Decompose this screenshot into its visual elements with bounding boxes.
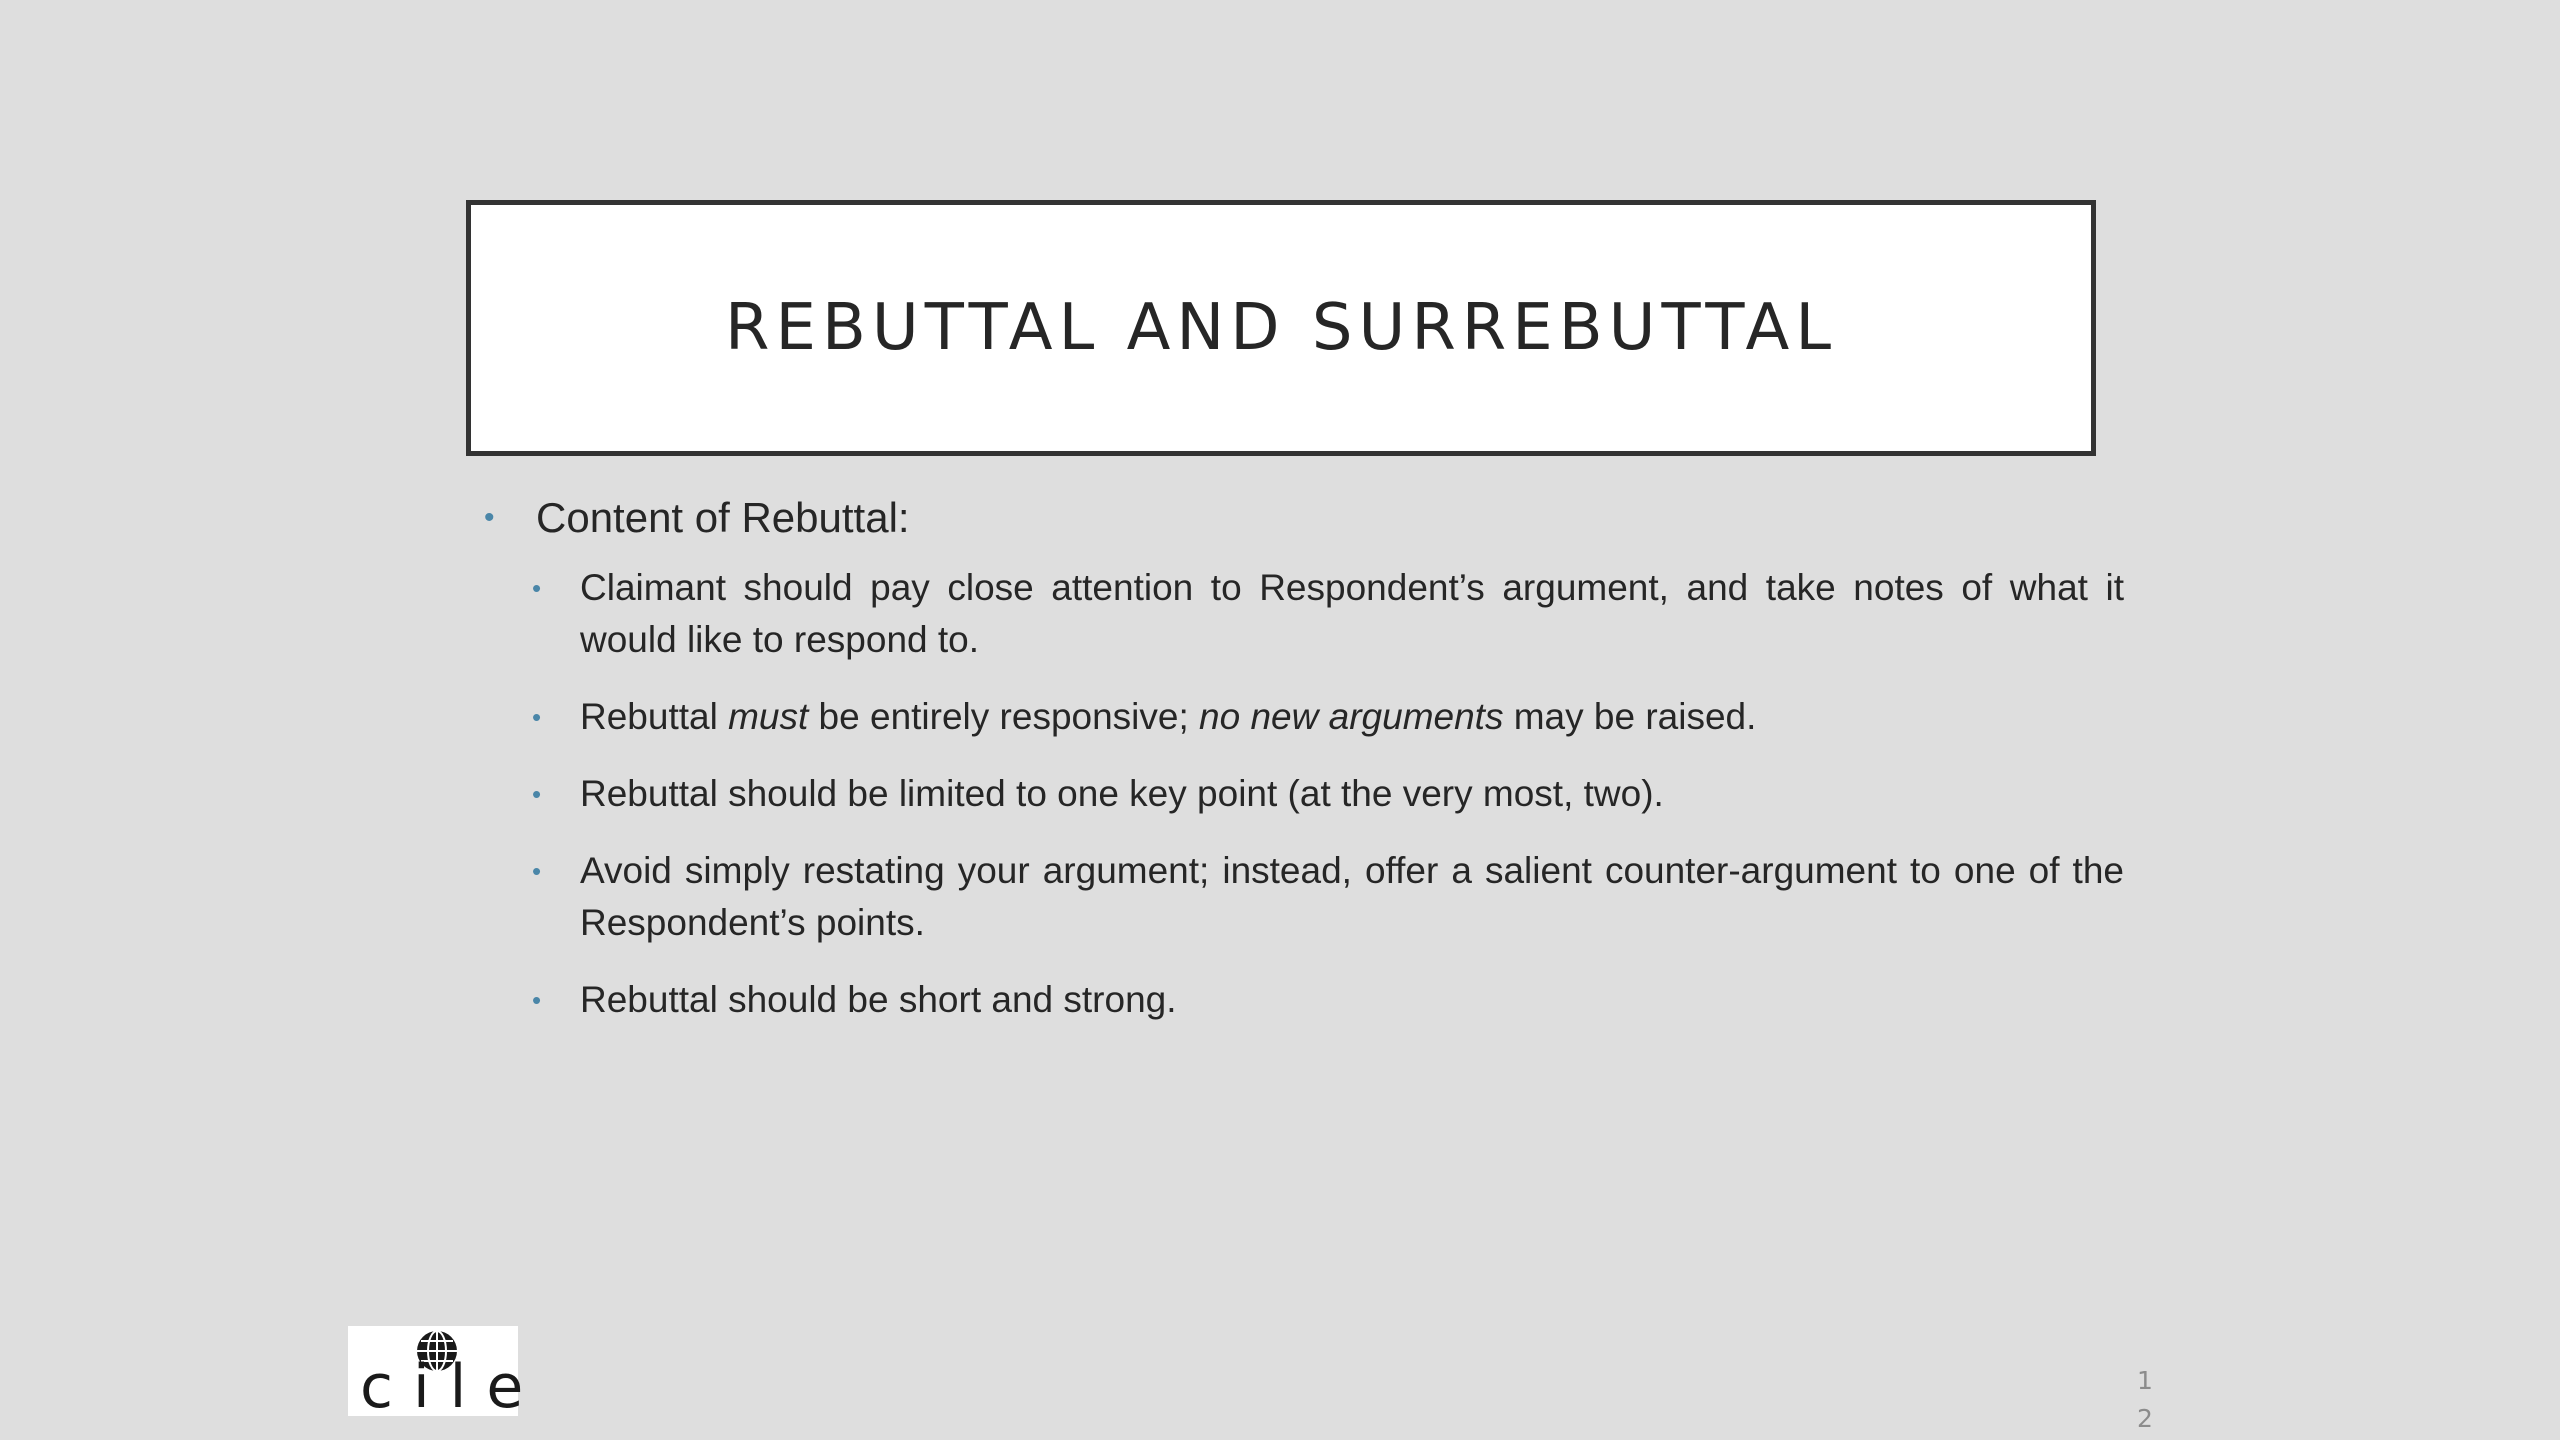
page-number (2130, 1362, 2160, 1438)
cile-logo (348, 1326, 544, 1422)
bullet-dot-icon: • (532, 573, 542, 603)
sub-bullet-text (580, 691, 2124, 743)
bullet-level1-text: Content of Rebuttal: (536, 494, 910, 541)
sub-bullet-item (532, 691, 2124, 743)
sub-bullet-text: Claimant should pay close attention to Respondent’s argument, and take notes of what it would like to respond to. (580, 567, 2124, 660)
page-number-line: 1 (2137, 1366, 2153, 1395)
bullet-dot-icon: • (532, 856, 542, 886)
sub-bullet-item (532, 845, 2124, 949)
bullet-dot-icon: • (532, 779, 542, 809)
text-segment: be entirely responsive; (808, 696, 1200, 737)
sub-bullet-text: Avoid simply restating your argument; instead, offer a salient counter-argument to one of the Respondent’s points. (580, 850, 2124, 943)
page-number-line: 2 (2137, 1404, 2153, 1433)
logo-wordmark: cile (360, 1352, 544, 1422)
bullet-dot-icon: • (484, 501, 495, 534)
sub-bullet-item (532, 562, 2124, 666)
sub-bullet-list (532, 562, 2124, 1026)
slide-title-box (466, 200, 2096, 456)
slide-content (484, 488, 2124, 1051)
sub-bullet-text: Rebuttal should be limited to one key point (at the very most, two). (580, 773, 1664, 814)
text-segment: Rebuttal (580, 696, 729, 737)
emphasis-text: no new arguments (1199, 696, 1504, 737)
sub-bullet-item (532, 974, 2124, 1026)
slide-title: REBUTTAL AND SURREBUTTAL (725, 291, 1837, 365)
emphasis-text: must (728, 696, 809, 737)
bullet-dot-icon: • (532, 985, 542, 1015)
text-segment: may be raised. (1503, 696, 1757, 737)
sub-bullet-item (532, 768, 2124, 820)
bullet-level1 (484, 488, 2124, 548)
bullet-dot-icon: • (532, 702, 542, 732)
sub-bullet-text: Rebuttal should be short and strong. (580, 979, 1177, 1020)
